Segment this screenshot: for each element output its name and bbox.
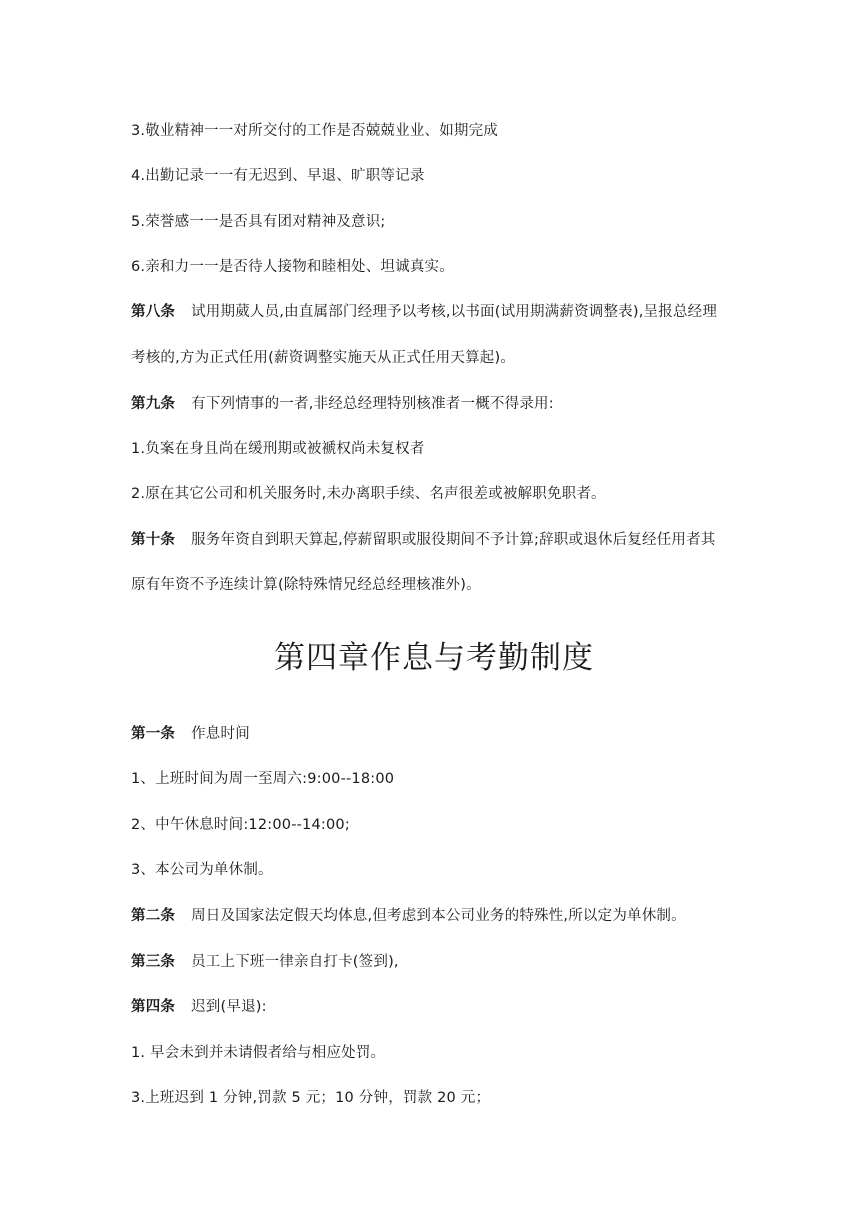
- article-label: 第十条: [131, 532, 176, 548]
- article-label: 第四条: [131, 999, 176, 1015]
- text-line: 1. 早会未到并未请假者给与相应处罚。: [131, 1045, 386, 1061]
- text-line: 3.上班迟到 1 分钟,罚款 5 元；10 分钟，罚款 20 元；: [131, 1090, 491, 1106]
- text-line: 4.出勤记录一一有无迟到、早退、旷职等记录: [131, 168, 425, 184]
- text-line: 1.负案在身且尚在缓刑期或被褫权尚未复权者: [131, 441, 425, 457]
- article-line: 第八条 试用期葳人员,由直属部门经理予以考核,以书面(试用期满薪资调整表),呈报总经理: [131, 304, 718, 320]
- article-line: 第二条 周日及国家法定假天均体息,但考虑到本公司业务的特殊性,所以定为单休制。: [131, 908, 686, 924]
- article-label: 第八条: [131, 304, 176, 320]
- text-line: 考核的,方为正式任用(薪资调整实施天从正式任用天算起)。: [131, 350, 516, 366]
- article-line: 第四条 迟到(早退):: [131, 999, 267, 1015]
- article-label: 第九条: [131, 396, 176, 412]
- text-line: 3.敬业精神一一对所交付的工作是否兢兢业业、如期完成: [131, 123, 499, 139]
- article-label: 第一条: [131, 726, 176, 742]
- text-line: 2、中午休息时间:12:00--14:00;: [131, 817, 350, 833]
- article-label: 第三条: [131, 954, 176, 970]
- chapter-title: 第四章作息与考勤制度: [274, 640, 594, 676]
- text-line: 2.原在其它公司和机关服务时,未办离职手续、名声很差或被解职免职者。: [131, 486, 606, 502]
- article-line: 第三条 员工上下班一律亲自打卡(签到),: [131, 954, 399, 970]
- text-line: 原有年资不予连续计算(除特殊情兄经总经理核准外)。: [131, 577, 481, 593]
- text-line: 5.荣誉感一一是否具有团对精神及意识;: [131, 214, 386, 230]
- text-line: 3、本公司为单休制。: [131, 862, 273, 878]
- article-line: 第九条 有下列情事的一者,非经总经理特别核准者一概不得录用:: [131, 396, 554, 412]
- text-line: 1、上班时间为周一至周六:9:00--18:00: [131, 771, 395, 787]
- text-line: 6.亲和力一一是否待人接物和睦相处、坦诚真实。: [131, 259, 454, 275]
- article-line: 第一条 作息时间: [131, 726, 250, 742]
- article-label: 第二条: [131, 908, 176, 924]
- article-line: 第十条 服务年资自到职天算起,停薪留职或服役期间不予计算;辞职或退休后复经任用者其: [131, 532, 716, 548]
